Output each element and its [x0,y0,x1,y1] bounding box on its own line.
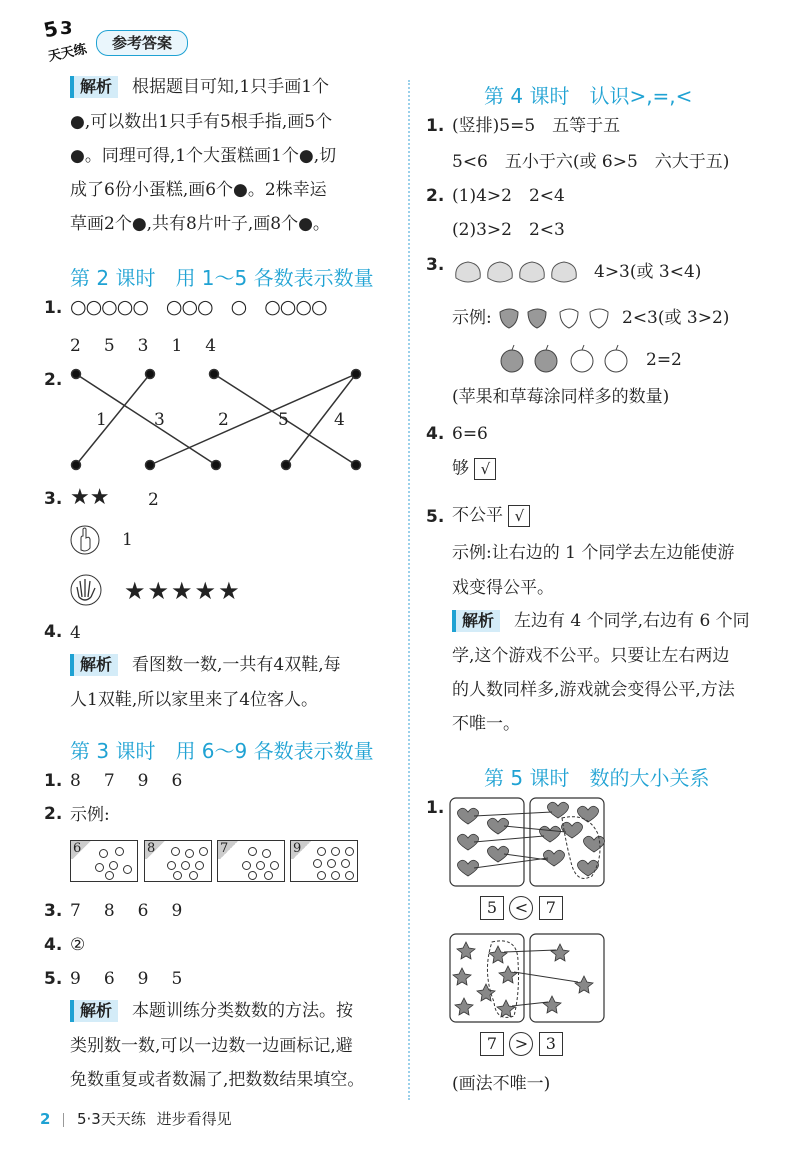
l4-q3-example-label: 示例: [452,308,492,328]
l4-q2-line2: (2)3>2 2<3 [452,220,565,240]
l4-q5-number: 5. [426,507,445,527]
l4-q1-line1: (竖排)5=5 五等于五 [452,116,621,136]
finger-one-icon [70,524,100,556]
l3-q5-number: 5. [44,969,63,989]
lesson-3-title: 第 3 课时 用 6～9 各数表示数量 [70,739,374,763]
l4-q5-unfair: 不公平 √ [452,505,530,527]
analysis-3: 解析 本题训练分类数数的方法。按 类别数一数,可以一边数一边画标记,避 免数重复或者数漏了,把数数结果填空。 [70,1001,365,1090]
compare-2-left: 7 [480,1032,504,1056]
l4-q2-line1: (1)4>2 2<4 [452,186,565,206]
l4-q3-line1: 4>3(或 3<4) [594,262,702,282]
peaches-icon [452,256,588,286]
match-label-1: 1 [96,410,107,430]
analysis-tag: 解析 [70,76,118,98]
footer [40,1108,232,1129]
svg-text:5: 5 [42,16,61,43]
l4-q4-number: 4. [426,424,445,444]
compare-2 [480,1032,563,1056]
dot-card-8: 8 [144,840,212,882]
l2-q1-circles: ○○○○○ ○○○ ○ ○○○○ [70,296,327,318]
stars-five: ★★★★★ [124,577,242,605]
l3-q1-answer: 8 7 9 6 [70,771,186,791]
l2-q4-number: 4. [44,622,63,642]
checkmark-box: √ [508,505,530,527]
l4-q3-note: (苹果和草莓涂同样多的数量) [452,387,670,407]
l3-q3-number: 3. [44,901,63,921]
dot-card-7: 7 [217,840,285,882]
compare-2-right: 3 [539,1032,563,1056]
l3-q3-answer: 7 8 6 9 [70,901,186,921]
l4-q5-example-2: 戏变得公平。 [452,578,554,598]
l4-q4-enough: 够 √ [452,458,496,480]
l2-q1-digits: 2 5 3 1 4 [70,336,220,356]
analysis-tag: 解析 [70,1000,118,1022]
svg-text:3: 3 [60,18,73,39]
match-label-5: 5 [278,410,289,430]
l4-q3-number: 3. [426,255,445,275]
analysis-tag: 解析 [452,610,500,632]
stars-comparison [448,932,608,1026]
analysis-2: 解析 看图数一数,一共有4双鞋,每 人1双鞋,所以家里来了4位客人。 [70,655,341,710]
hearts-comparison [448,796,608,890]
analysis-tag: 解析 [70,654,118,676]
l4-q4-answer: 6=6 [452,424,488,444]
dot-card-9: 9 [290,840,358,882]
l4-q1-line2: 5<6 五小于六(或 6>5 六大于五) [452,152,730,172]
l3-q1-number: 1. [44,771,63,791]
lesson-2-title: 第 2 课时 用 1～5 各数表示数量 [70,266,374,290]
compare-2-sign: > [509,1032,533,1056]
column-divider [408,80,410,1100]
stars-two: ★★ [70,485,110,510]
compare-1-sign: < [509,896,533,920]
l4-q2-number: 2. [426,186,445,206]
book-title: 5·3天天练 [77,1110,146,1128]
hand-five-icon [70,573,102,607]
strawberries-icon [496,304,616,330]
l4-q5-example-1: 示例:让右边的 1 个同学去左边能使游 [452,543,735,563]
compare-1-right: 7 [539,896,563,920]
l2-q4-answer: 4 [70,623,81,643]
l2-q2-number: 2. [44,370,63,390]
l3-q4-number: 4. [44,935,63,955]
analysis-4: 解析 左边有 4 个同学,右边有 6 个同 学,这个游戏不公平。只要让左右两边 的人数同样多,游戏就会变得公平,方法 不唯一。 [452,611,750,734]
book-slogan: 进步看得见 [156,1110,232,1128]
l2-q3-answer-a: 2 [148,490,159,510]
analysis-1: 解析 根据题目可知,1只手画1个 ●,可以数出1只手有5根手指,画5个 ●。同理可得,1个大蛋糕画1个●,切 成了6份小蛋糕,画6个●。2株幸运 草画2个●,共有8片叶子,画8个●。 [70,77,337,234]
l4-q1-number: 1. [426,116,445,136]
l5-q1-note: (画法不唯一) [452,1074,551,1094]
section-title: 参考答案 [96,30,188,56]
logo-icon [42,16,90,64]
match-label-3: 3 [154,410,165,430]
l4-q3-line3: 2=2 [646,350,682,370]
dot-card-6: 6 [70,840,138,882]
l4-q3-line2: 2<3(或 3>2) [622,308,730,328]
match-label-2: 2 [218,410,229,430]
lesson-5-title: 第 5 课时 数的大小关系 [484,766,710,790]
page-number: 2 [40,1110,51,1128]
l2-q3-answer-b: 1 [122,530,133,550]
l2-q1-number: 1. [44,298,63,318]
apples-icon [496,344,636,374]
l3-q2-number: 2. [44,804,63,824]
l3-q2-example-label: 示例: [70,805,110,825]
l3-q5-answer: 9 6 9 5 [70,969,186,989]
svg-text:天天练: 天天练 [46,41,89,64]
checkmark-box: √ [474,458,496,480]
l5-q1-number: 1. [426,798,445,818]
match-label-4: 4 [334,410,345,430]
l3-q4-answer: ② [70,935,86,955]
compare-1 [480,896,563,920]
l2-q3-number: 3. [44,489,63,509]
lesson-4-title: 第 4 课时 认识>,=,< [484,84,693,108]
logo [42,16,90,64]
compare-1-left: 5 [480,896,504,920]
